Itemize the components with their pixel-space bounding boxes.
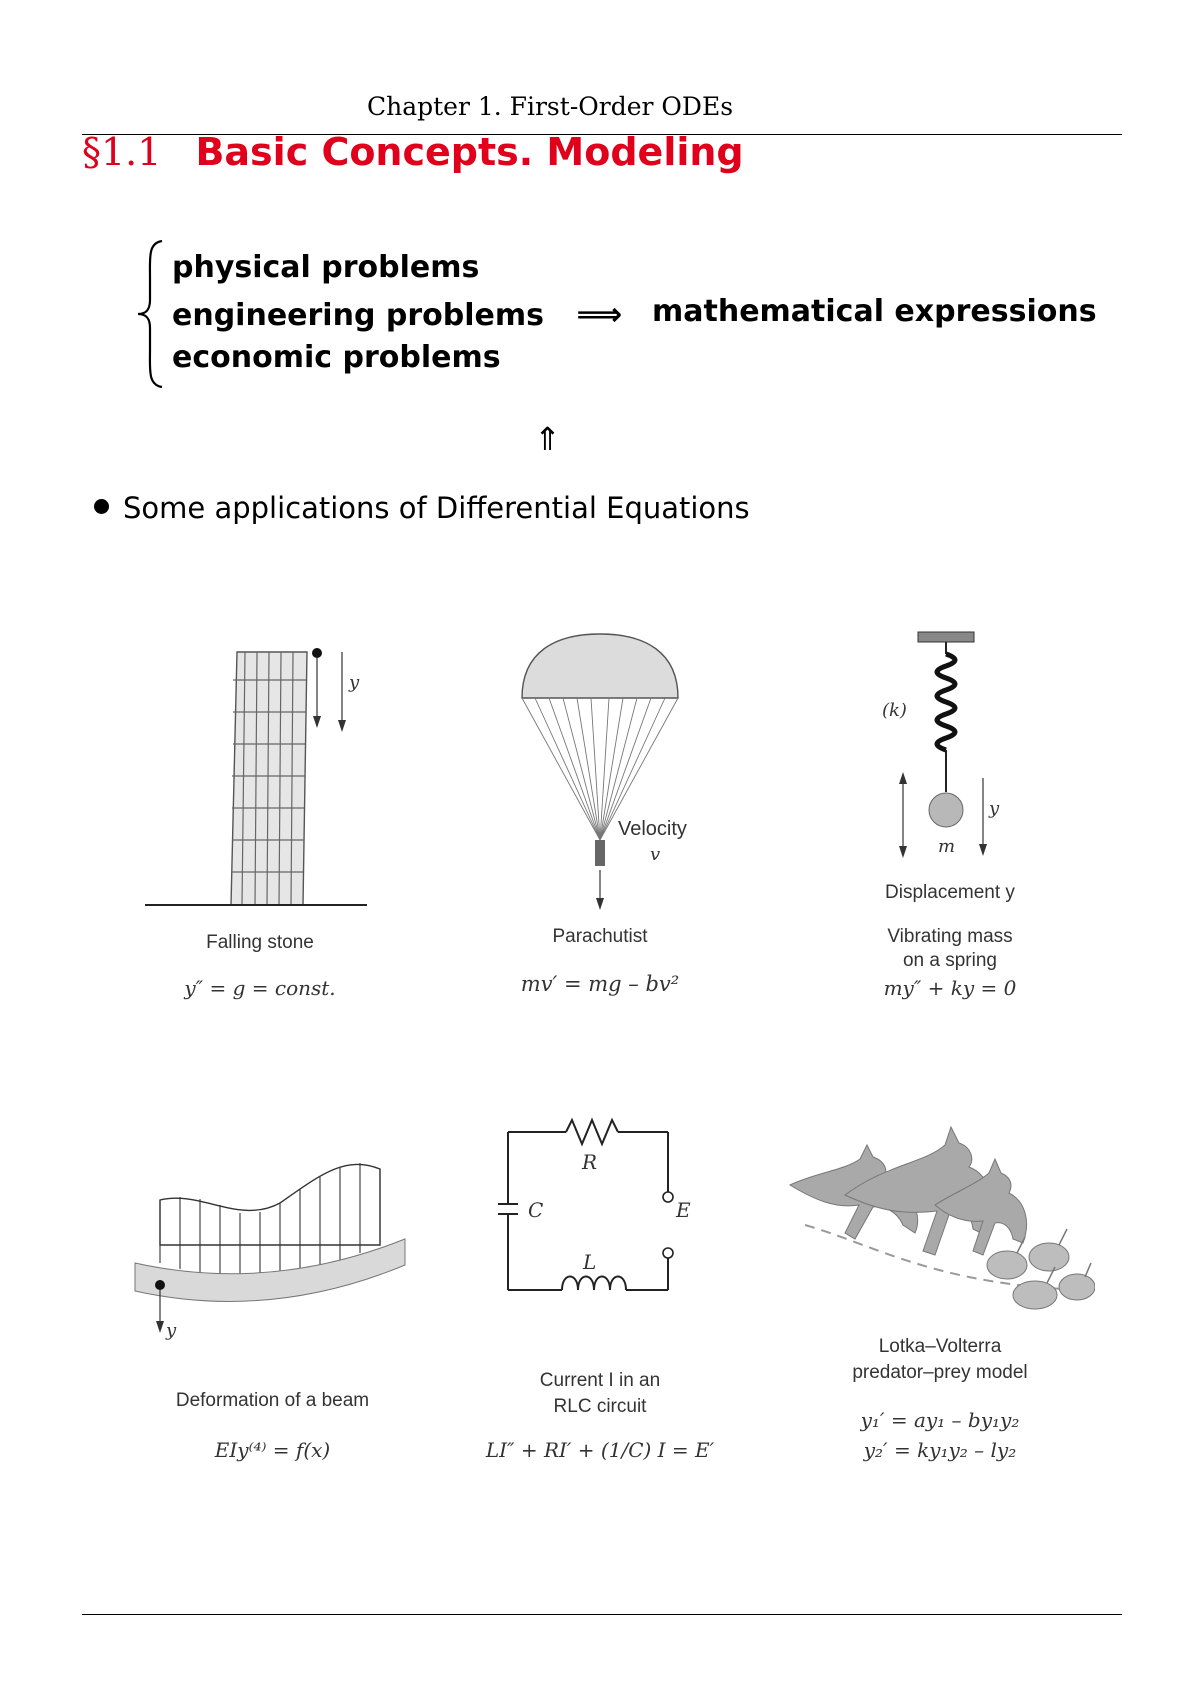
mathematical-expressions: mathematical expressions xyxy=(652,294,1097,329)
rlc-equation: LI″ + RI′ + (1/C) I = E′ xyxy=(485,1438,715,1462)
displacement-label: Displacement y xyxy=(885,882,1015,903)
spring-equation: my″ + ky = 0 xyxy=(883,976,1017,1000)
beam-y-label: y xyxy=(166,1320,177,1341)
problem-economic: economic problems xyxy=(172,340,501,375)
spring-y-label: y xyxy=(989,798,1000,819)
stone-dot xyxy=(312,648,322,658)
bullet-applications xyxy=(94,491,750,525)
chapter-title: Chapter 1. First-Order ODEs xyxy=(366,92,734,121)
hare-4 xyxy=(1059,1274,1095,1300)
falling-stone-equation: y″ = g = const. xyxy=(184,976,336,1000)
hare-3 xyxy=(1013,1281,1057,1309)
section-heading xyxy=(82,130,744,174)
rlc-R-label: R xyxy=(582,1150,598,1174)
falling-y-label: y xyxy=(349,672,360,693)
parachutist-equation: mv′ = mg – bv² xyxy=(520,972,680,996)
rlc-C-label: C xyxy=(528,1198,544,1222)
spring-m-label: m xyxy=(938,836,956,857)
falling-stone-caption: Falling stone xyxy=(206,932,314,953)
bullet-dot xyxy=(94,499,109,514)
rlc-L-label: L xyxy=(583,1250,597,1274)
section-number: §1.1 xyxy=(82,130,162,174)
parachute-figure xyxy=(515,632,685,917)
rlc-caption-2: RLC circuit xyxy=(553,1396,647,1417)
rlc-caption-1: Current I in an xyxy=(539,1370,661,1391)
bullet-text: Some applications of Differential Equations xyxy=(123,491,750,525)
up-double-arrow: ⇑ xyxy=(534,420,561,458)
beam-caption: Deformation of a beam xyxy=(175,1390,370,1411)
lotka-caption-1: Lotka–Volterra xyxy=(878,1336,1002,1357)
beam-equation: EIy⁽⁴⁾ = f(x) xyxy=(214,1438,331,1462)
left-brace xyxy=(136,238,166,390)
predator-prey-figure xyxy=(785,1115,1095,1320)
footer-rule xyxy=(82,1614,1122,1615)
implies-arrow: ⟹ xyxy=(576,295,623,333)
parachutist-caption: Parachutist xyxy=(552,926,648,947)
spring-figure xyxy=(880,630,1000,860)
hare-2 xyxy=(1029,1243,1069,1271)
lotka-equation-2: y₂′ = ky₁y₂ – ly₂ xyxy=(863,1438,1017,1462)
hare-1 xyxy=(987,1251,1027,1279)
spring-caption-1: Vibrating mass xyxy=(887,926,1013,947)
lotka-caption-2: predator–prey model xyxy=(852,1362,1028,1383)
problem-engineering xyxy=(172,295,622,333)
velocity-label: Velocity xyxy=(618,818,687,840)
spring-k-label: (k) xyxy=(882,700,907,721)
velocity-symbol: v xyxy=(650,844,661,865)
problem-physical: physical problems xyxy=(172,250,480,285)
section-title: Basic Concepts. Modeling xyxy=(195,130,744,174)
spring-caption-2: on a spring xyxy=(902,950,997,971)
problem-engineering-label: engineering problems xyxy=(172,298,544,333)
lotka-equation-1: y₁′ = ay₁ – by₁y₂ xyxy=(860,1408,1020,1432)
rlc-E-label: E xyxy=(676,1198,691,1222)
falling-stone-figure xyxy=(145,640,375,910)
